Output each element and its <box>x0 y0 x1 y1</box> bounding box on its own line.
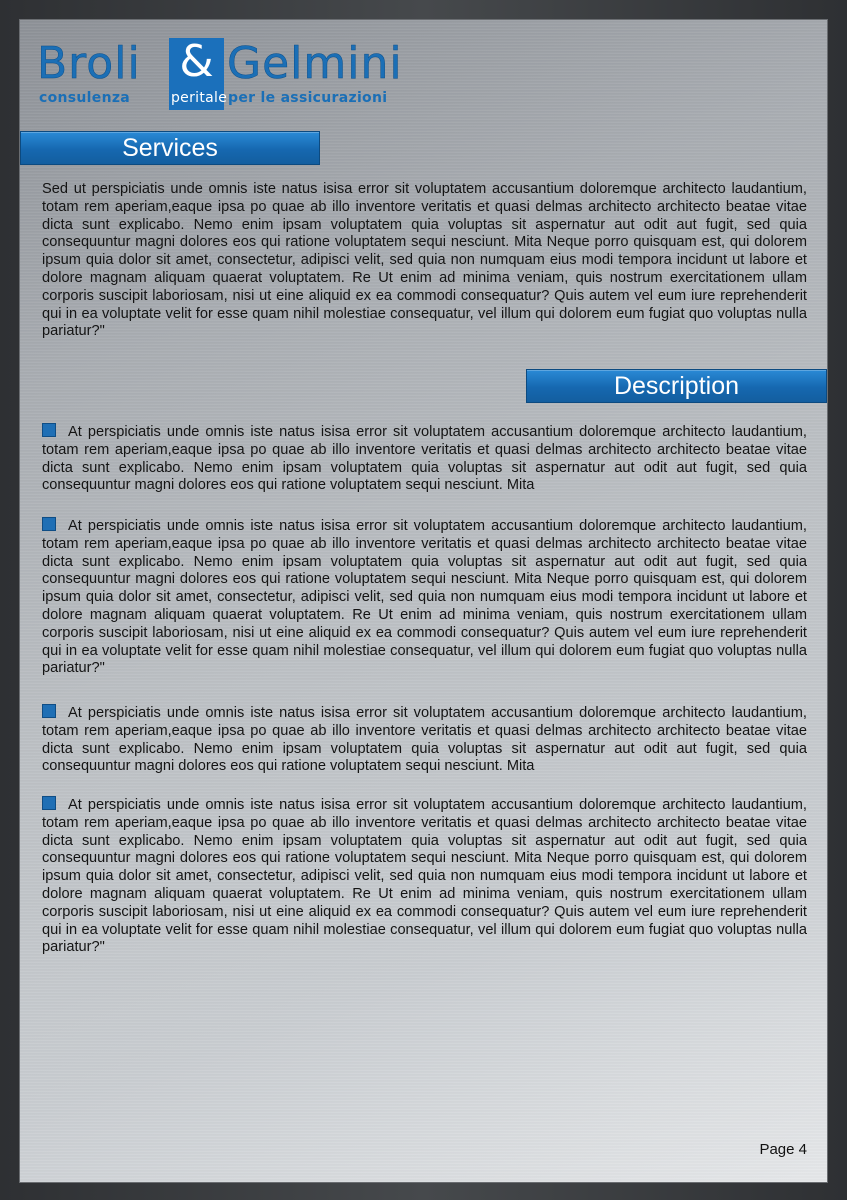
square-bullet-icon <box>42 796 56 810</box>
square-bullet-icon <box>42 517 56 531</box>
logo-word-broli: Broli <box>37 38 141 89</box>
description-heading: Description <box>526 369 827 403</box>
logo-ampersand: & <box>179 36 214 87</box>
document-page <box>20 20 827 1182</box>
brand-logo <box>37 38 427 110</box>
logo-tagline-peritale: peritale <box>171 90 228 106</box>
logo-tagline-assicurazioni: per le assicurazioni <box>228 90 388 106</box>
services-body: Sed ut perspiciatis unde omnis iste natus isisa error sit voluptatem accusantium doloremque architecto laudantium, totam rem aperiam,eaque ipsa po quae ab illo inventore veritatis et quasi delmas architecto architecto beatae vitae dicta sunt explicabo. Nemo enim ipsam voluptatem quia voluptas sit aspernatur aut odit aut fugit, sed quia consequuntur magni dolores eos qui ratione voluptatem sequi nesciunt. Mita Neque porro quisquam est, qui dolorem ipsum quia dolor sit amet, consectetur, adipisci velit, sed quia non numquam eius modi tempora incidunt ut labore et dolore magnam aliquam quaerat voluptatem. Re Ut enim ad minima veniam, quis nostrum exercitationem ullam corporis suscipit laboriosam, nisi ut eine aliquid ex ea commodi consequatur? Quis autem vel eum iure reprehenderit qui in ea voluptate velit for esse quam nihil molestiae consequatur, vel illum qui dolorem eum fugiat quo voluptas nulla pariatur?" <box>42 181 807 340</box>
description-item <box>42 517 807 678</box>
page-number: Page 4 <box>759 1141 807 1158</box>
logo-tagline-consulenza: consulenza <box>39 90 131 106</box>
description-item-text: At perspiciatis unde omnis iste natus isisa error sit voluptatem accusantium doloremque architecto laudantium, totam rem aperiam,eaque ipsa po quae ab illo inventore veritatis et quasi delmas architecto architecto beatae vitae dicta sunt explicabo. Nemo enim ipsam voluptatem quia voluptas sit aspernatur aut odit aut fugit, sed quia consequuntur magni dolores eos qui ratione voluptatem sequi nesciunt. Mita Neque porro quisquam est, qui dolorem ipsum quia dolor sit amet, consectetur, adipisci velit, sed quia non numquam eius modi tempora incidunt ut labore et dolore magnam aliquam quaerat voluptatem. Re Ut enim ad minima veniam, quis nostrum exercitationem ullam corporis suscipit laboriosam, nisi ut eine aliquid ex ea commodi consequatur? Quis autem vel eum iure reprehenderit qui in ea voluptate velit for esse quam nihil molestiae consequatur, vel illum qui dolorem eum fugiat quo voluptas nulla pariatur?" <box>42 518 807 677</box>
description-item-text: At perspiciatis unde omnis iste natus isisa error sit voluptatem accusantium doloremque architecto laudantium, totam rem aperiam,eaque ipsa po quae ab illo inventore veritatis et quasi delmas architecto architecto beatae vitae dicta sunt explicabo. Nemo enim ipsam voluptatem quia voluptas sit aspernatur aut odit aut fugit, sed quia consequuntur magni dolores eos qui ratione voluptatem sequi nesciunt. Mita <box>42 424 807 494</box>
services-heading: Services <box>20 131 320 165</box>
description-item-text: At perspiciatis unde omnis iste natus isisa error sit voluptatem accusantium doloremque architecto laudantium, totam rem aperiam,eaque ipsa po quae ab illo inventore veritatis et quasi delmas architecto architecto beatae vitae dicta sunt explicabo. Nemo enim ipsam voluptatem quia voluptas sit aspernatur aut odit aut fugit, sed quia consequuntur magni dolores eos qui ratione voluptatem sequi nesciunt. Mita Neque porro quisquam est, qui dolorem ipsum quia dolor sit amet, consectetur, adipisci velit, sed quia non numquam eius modi tempora incidunt ut labore et dolore magnam aliquam quaerat voluptatem. Re Ut enim ad minima veniam, quis nostrum exercitationem ullam corporis suscipit laboriosam, nisi ut eine aliquid ex ea commodi consequatur? Quis autem vel eum iure reprehenderit qui in ea voluptate velit for esse quam nihil molestiae consequatur, vel illum qui dolorem eum fugiat quo voluptas nulla pariatur?" <box>42 797 807 956</box>
description-item <box>42 423 807 495</box>
description-item-text: At perspiciatis unde omnis iste natus isisa error sit voluptatem accusantium doloremque architecto laudantium, totam rem aperiam,eaque ipsa po quae ab illo inventore veritatis et quasi delmas architecto architecto beatae vitae dicta sunt explicabo. Nemo enim ipsam voluptatem quia voluptas sit aspernatur aut odit aut fugit, sed quia consequuntur magni dolores eos qui ratione voluptatem sequi nesciunt. Mita <box>42 705 807 775</box>
description-item <box>42 704 807 776</box>
logo-word-gelmini: Gelmini <box>227 38 403 89</box>
square-bullet-icon <box>42 704 56 718</box>
square-bullet-icon <box>42 423 56 437</box>
description-item <box>42 796 807 957</box>
